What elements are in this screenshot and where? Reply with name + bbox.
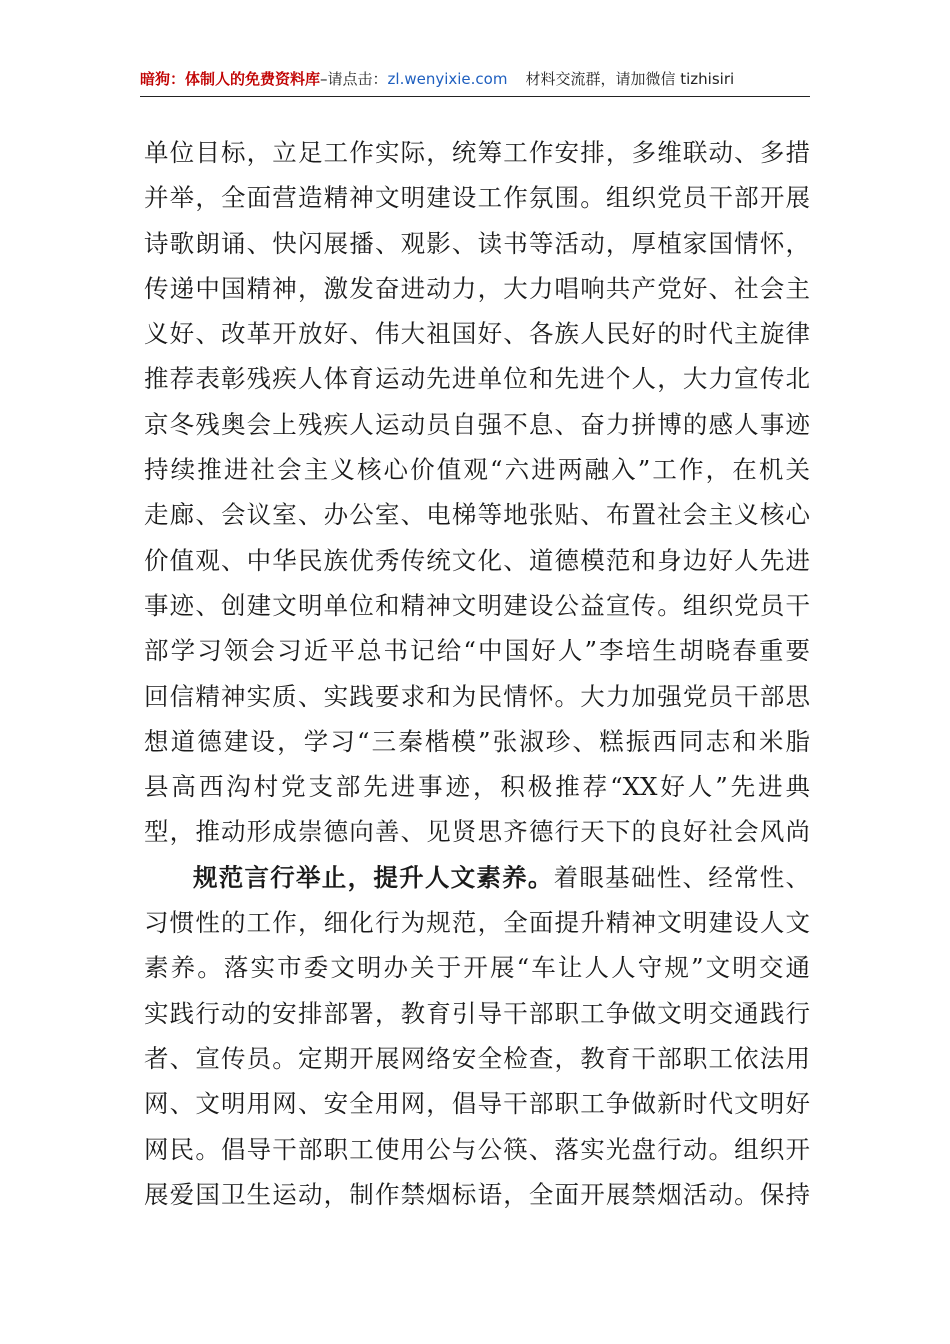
text-line: 并举，全面营造精神文明建设工作氛围。组织党员干部开展 [144,183,810,213]
header-brand: 暗狗：体制人的免费资料库 [140,70,321,88]
paragraph-2-heading: 规范言行举止，提升人文素养。 [193,862,554,892]
text-line: 习惯性的工作，细化行为规范，全面提升精神文明建设人文 [144,908,810,938]
text-line: 传递中国精神，激发奋进动力，大力唱响共产党好、社会主 [144,273,810,303]
text-line: 事迹、创建文明单位和精神文明建设公益宣传。组织党员干 [144,590,810,620]
text-line: 型，推动形成崇德向善、见贤思齐德行天下的良好社会风尚 [144,817,810,847]
paragraph-2-first-line-rest: 着眼基础性、经常性、 [553,862,810,892]
paragraph-2 [144,855,810,1217]
text-line: 走廊、会议室、办公室、电梯等地张贴、布置社会主义核心 [144,500,810,530]
text-line: 京冬残奥会上残疾人运动员自强不息、奋力拼博的感人事迹 [144,409,810,439]
text-line: 单位目标，立足工作实际，统筹工作安排，多维联动、多措 [144,138,810,167]
text-line: 展爱国卫生运动，制作禁烟标语，全面开展禁烟活动。保持 [144,1179,810,1209]
paragraph-1 [144,130,810,855]
text-line: 县高西沟村党支部先进事迹，积极推荐“XX好人”先进典 [144,772,810,802]
text-line: 想道德建设，学习“三秦楷模”张淑珍、糕振西同志和米脂 [144,726,810,756]
text-line: 部学习领会习近平总书记给“中国好人”李培生胡晓春重要 [144,636,810,666]
text-line: 网民。倡导干部职工使用公与公筷、落实光盘行动。组织开 [144,1134,810,1164]
text-line: 义好、改革开放好、伟大祖国好、各族人民好的时代主旋律 [144,319,810,349]
text-line: 回信精神实质、实践要求和为民情怀。大力加强党员干部思 [144,681,810,711]
header-url-link[interactable]: zl.wenyixie.com [387,70,508,88]
text-line: 推荐表彰残疾人体育运动先进单位和先进个人，大力宣传北 [144,364,810,394]
paragraph-2-first-line [144,855,810,900]
text-line: 素养。落实市委文明办关于开展“车让人人守规”文明交通 [144,953,810,983]
text-line: 网、文明用网、安全用网，倡导干部职工争做新时代文明好 [144,1089,810,1119]
page-header [140,62,810,97]
header-click-prefix: –请点击： [320,70,388,88]
text-line: 者、宣传员。定期开展网络安全检查，教育干部职工依法用 [144,1043,810,1073]
document-body [144,130,810,1217]
text-line: 价值观、中华民族优秀传统文化、道德模范和身边好人先进 [144,545,810,575]
text-line: 实践行动的安排部署，教育引导干部职工争做文明交通践行 [144,998,810,1028]
header-group-note: 材料交流群，请加微信 tizhisiri [525,70,735,88]
text-line: 诗歌朗诵、快闪展播、观影、读书等活动，厚植家国情怀， [144,228,810,258]
text-line: 持续推进社会主义核心价值观“六进两融入”工作，在机关 [144,455,810,485]
